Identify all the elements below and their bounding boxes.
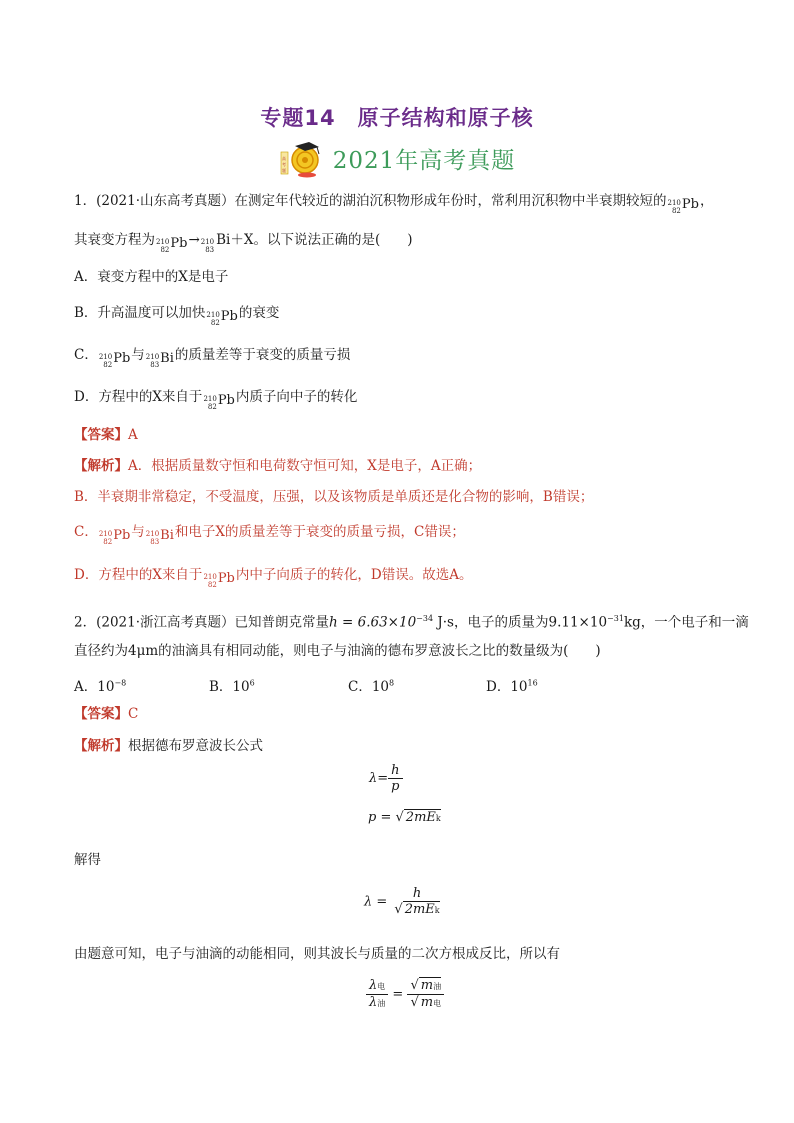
nuclide-pb: 210 82 Pb xyxy=(203,393,235,411)
q1-analysis-line4: D．方程中的X来自于 210 82 Pb内中子向质子的转化，D错误。故选A。 xyxy=(74,567,473,589)
q1-option-d: D．方程中的X来自于 210 82 Pb内质子向中子的转化 xyxy=(74,389,358,411)
nuclide-pb: 210 82 Pb xyxy=(98,528,131,546)
formula-lambda-result: λ = $\frac{h}{\text{√ 2mEk}}$ xyxy=(364,886,440,917)
q2-option-d: D．$10^{16}$ xyxy=(486,678,538,695)
nuclide-pb: 210 82 Pb xyxy=(206,309,238,327)
q2-answer: 【答案】C xyxy=(74,706,139,722)
q1-option-b: B．升高温度可以加快 210 82 Pb的衰变 xyxy=(74,305,280,327)
q1-stem-line2: 其衰变方程为 210 82 Pb→ 210 83 Bi＋X。以下说法正确的是( ) xyxy=(74,232,413,254)
q2-option-c: C．$10^8$ xyxy=(348,678,395,695)
q2-option-b: B．$10^6$ xyxy=(209,678,255,695)
formula-momentum: p = √ 2mEk xyxy=(368,810,441,825)
nuclide-pb: 210 82 Pb xyxy=(98,351,131,369)
page-title: 专题14 原子结构和原子核 xyxy=(260,106,534,130)
nuclide-bi: 210 83 xyxy=(200,238,215,254)
q2-solve-label: 解得 xyxy=(74,852,101,868)
nuclide-pb: 210 82 Pb xyxy=(156,236,188,254)
q1-analysis-line3: C． 210 82 Pb与 210 83 Bi和电子X的质量差等于衰变的质量亏损，C错误； xyxy=(74,524,465,546)
q2-analysis-line1: 【解析】根据德布罗意波长公式 xyxy=(74,738,263,754)
q1-analysis-line1: 【解析】A．根据质量数守恒和电荷数守恒可知，X是电子，A正确； xyxy=(74,458,482,474)
nuclide-bi: 210 83 Bi xyxy=(145,528,174,546)
mascot-logo-icon xyxy=(279,138,323,178)
page-subtitle: 2021年高考真题 xyxy=(332,147,516,174)
svg-text:考: 考 xyxy=(281,162,286,167)
q1-option-a: A．衰变方程中的X是电子 xyxy=(74,269,229,285)
svg-text:高: 高 xyxy=(281,156,286,161)
q1-stem-line1: 1．(2021·山东高考真题）在测定年代较近的湖泊沉积物形成年份时，常利用沉积物中半衰期较短的 210 82 Pb， xyxy=(74,193,714,215)
q2-stem-line1: 2．(2021·浙江高考真题）已知普朗克常量$h = 6.63\times 10^{-34}$ J·s，电子的质量为$9.11\times 10^{-31}kg$，一个电子和一滴 xyxy=(74,614,749,631)
formula-wavelength-ratio: $\frac{\text{λ电}}{\text{λ油}}$ = $\frac{\text{√ m油}}{\text{√ m电}}$ xyxy=(366,978,444,1011)
subtitle-row xyxy=(0,138,794,178)
q1-answer: 【答案】A xyxy=(74,427,138,443)
nuclide-pb: 210 82 Pb xyxy=(667,197,699,215)
formula-lambda-h-over-p: λ= $\frac{h}{p}$ xyxy=(369,763,403,794)
q1-option-c: C． 210 82 Pb与 210 83 Bi的质量差等于衰变的质量亏损 xyxy=(74,347,351,369)
q2-option-a: A．$10^{-8}$ xyxy=(74,678,127,695)
q2-stem-line2: 直径约为4μm的油滴具有相同动能，则电子与油滴的德布罗意波长之比的数量级为( ) xyxy=(74,643,601,659)
nuclide-bi: 210 83 Bi xyxy=(145,351,174,369)
nuclide-pb: 210 82 Pb xyxy=(203,571,235,589)
q1-analysis-line2: B．半衰期非常稳定，不受温度，压强，以及该物质是单质还是化合物的影响，B错误； xyxy=(74,489,594,505)
svg-text:题: 题 xyxy=(281,168,286,173)
q1-stem-text: 1．(2021·山东高考真题）在测定年代较近的湖泊沉积物形成年份时，常利用沉积物中半衰期较短的 xyxy=(74,193,667,209)
q2-analysis-line2: 由题意可知，电子与油滴的动能相同，则其波长与质量的二次方根成反比，所以有 xyxy=(74,946,560,962)
